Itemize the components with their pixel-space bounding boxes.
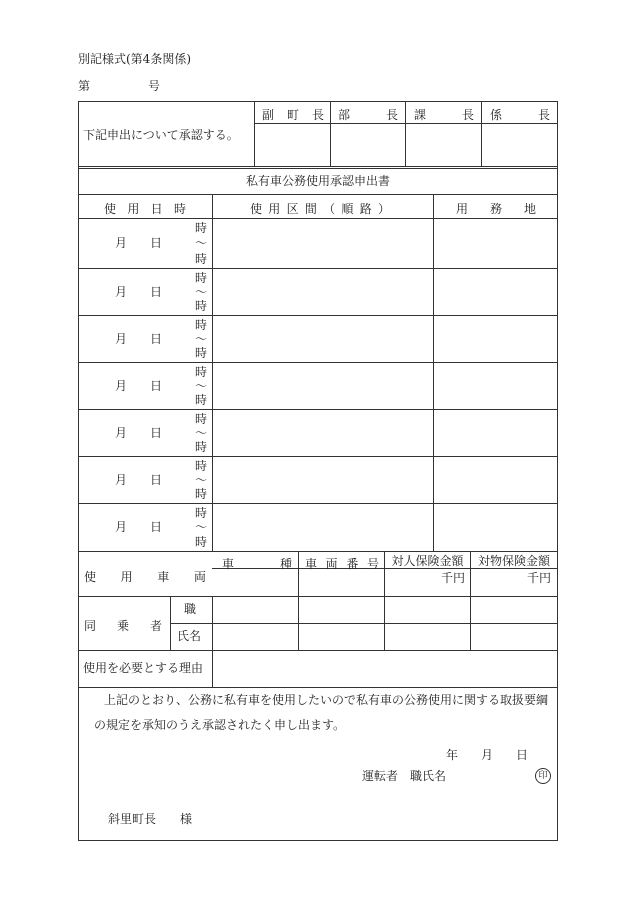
time-row-start-hour-label: 時 [195,506,208,520]
destination-field[interactable] [434,269,557,315]
number-label-dai: 第 [78,79,91,93]
reason-label: 使用を必要とする理由 [83,661,204,675]
personal-insurance-field[interactable] [385,586,470,596]
seal-mark: 印 [535,768,551,784]
approval-stamp-chief-clerk[interactable] [482,124,557,166]
time-row-end-hour-label: 時 [195,393,208,407]
route-field[interactable] [213,363,433,409]
passenger-label: 同 乗 者 [84,619,162,633]
time-row-month-label: 月 [115,520,128,534]
route-field[interactable] [213,219,433,268]
time-row-day-label: 日 [150,520,163,534]
destination-field[interactable] [434,363,557,409]
destination-field[interactable] [434,457,557,503]
time-row-month-label: 月 [115,378,128,393]
time-row-end-hour-label: 時 [195,535,208,549]
property-insurance-field[interactable] [471,586,557,596]
time-row-day-label: 日 [150,425,163,440]
destination-field[interactable] [434,316,557,362]
column-header-route: 使 用 区 間 （ 順 路 ） [250,202,390,216]
time-row-tilde: 〜 [195,472,208,487]
route-field[interactable] [213,269,433,315]
time-row-start-hour-label: 時 [195,271,208,285]
vehicle-header-personal-insurance: 対人保険金額 [391,554,464,568]
time-row-start-hour-label: 時 [195,365,208,379]
time-row-tilde: 〜 [195,284,208,299]
time-row-day-label: 日 [150,284,163,299]
personal-insurance-unit: 千円 [440,571,465,585]
approval-stamp-vice-mayor[interactable] [255,124,330,166]
time-row-day-label: 日 [150,472,163,487]
form-title: 私有車公務使用承認申出書 [245,174,390,188]
time-row-tilde: 〜 [195,378,208,393]
passenger-position-field[interactable] [213,597,557,623]
time-row-day-label: 日 [150,331,163,346]
approval-stamp-section-chief[interactable] [406,124,481,166]
time-row-tilde: 〜 [195,331,208,346]
time-row-end-hour-label: 時 [195,252,208,266]
route-field[interactable] [213,504,433,551]
role-header-chief-clerk: 係 長 [490,108,550,122]
destination-field[interactable] [434,504,557,551]
reason-field[interactable] [213,651,557,687]
route-field[interactable] [213,457,433,503]
vehicle-label: 使 用 車 両 [84,570,206,584]
date-year-label: 年 [446,748,459,762]
time-row-month-label: 月 [115,331,128,346]
role-header-section-chief: 課 長 [414,108,474,122]
time-row-end-hour-label: 時 [195,440,208,454]
approval-text: 下記申出について承認する。 [83,128,239,142]
property-insurance-unit: 千円 [526,571,551,585]
number-label-go: 号 [148,79,161,93]
vehicle-header-type: 車 種 [222,557,292,571]
time-row-start-hour-label: 時 [195,221,208,235]
destination-field[interactable] [434,219,557,268]
time-row-month-label: 月 [115,472,128,487]
time-row-tilde: 〜 [195,520,208,534]
date-day-label: 日 [516,748,529,762]
time-row-end-hour-label: 時 [195,487,208,501]
vehicle-number-field[interactable] [299,569,384,596]
route-field[interactable] [213,316,433,362]
time-row-start-hour-label: 時 [195,459,208,473]
time-row-start-hour-label: 時 [195,412,208,426]
time-row-tilde: 〜 [195,425,208,440]
time-row-month-label: 月 [115,236,128,250]
time-row-tilde: 〜 [195,236,208,250]
time-row-month-label: 月 [115,284,128,299]
role-header-director: 部 長 [338,108,398,122]
vehicle-header-number: 車 両 番 号 [305,557,379,571]
form-reference: 別記様式(第4条関係) [78,52,191,66]
declaration-line-1: 上記のとおり、公務に私有車を使用したいので私有車の公務使用に関する取扱要綱 [104,693,549,707]
time-row-start-hour-label: 時 [195,318,208,332]
column-header-datetime: 使 用 日 時 [104,202,186,216]
passenger-name-label: 氏名 [177,629,202,643]
role-header-vice-mayor: 副 町 長 [262,108,324,122]
driver-label: 運転者 職氏名 [362,769,447,783]
vehicle-header-property-insurance: 対物保険金額 [477,554,550,568]
column-header-destination: 用 務 地 [456,202,536,216]
approval-stamp-director[interactable] [331,124,405,166]
date-month-label: 月 [481,748,494,762]
passenger-position-label: 職 [184,602,197,616]
time-row-day-label: 日 [150,378,163,393]
route-field[interactable] [213,410,433,456]
time-row-day-label: 日 [150,236,163,250]
declaration-line-2: の規定を承知のうえ承認されたく申し出ます。 [94,718,346,732]
passenger-name-field[interactable] [213,624,557,650]
time-row-month-label: 月 [115,425,128,440]
time-row-end-hour-label: 時 [195,346,208,360]
addressee: 斜里町長 様 [108,812,193,826]
destination-field[interactable] [434,410,557,456]
vehicle-type-field[interactable] [213,569,298,596]
time-row-end-hour-label: 時 [195,299,208,313]
